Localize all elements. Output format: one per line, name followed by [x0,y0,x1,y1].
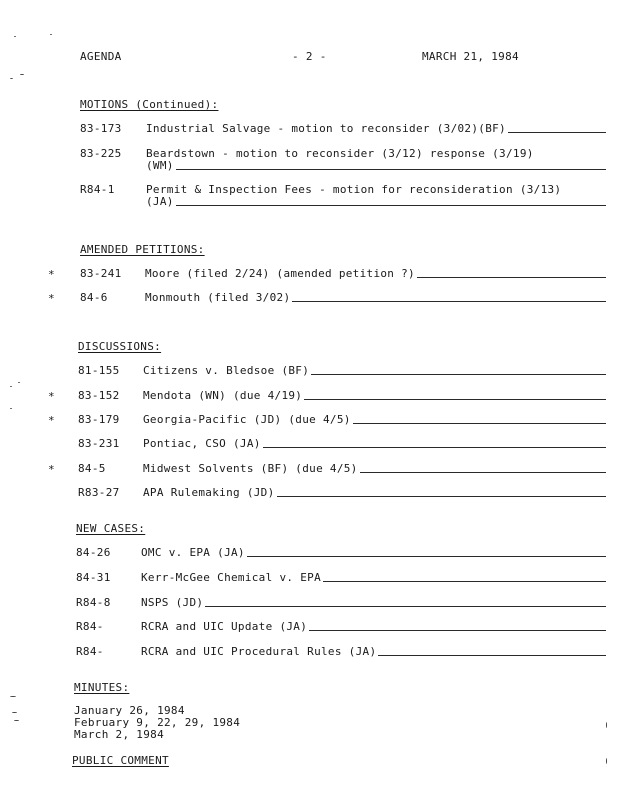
case-description: Beardstown - motion to reconsider (3/12) response (3/19) [146,147,534,160]
case-description: OMC v. EPA (JA) [141,546,245,559]
priority-asterisk: * [48,463,55,476]
fill-line [205,605,606,607]
scan-speck [18,382,20,383]
case-number: R84-1 [80,183,115,196]
fill-line [309,629,606,631]
case-description: Midwest Solvents (BF) (due 4/5) [143,462,358,475]
discussion-row [0,389,618,405]
case-description: Mendota (WN) (due 4/19) [143,389,303,402]
case-description: Moore (filed 2/24) (amended petition ?) [145,267,415,280]
case-description: Citizens v. Bledsoe (BF) [143,364,310,377]
new-case-row [0,546,618,562]
discussion-row [0,437,618,453]
scan-speck [10,386,12,387]
case-number: 83-179 [78,413,120,426]
minutes-date: March 2, 1984 [74,728,164,741]
case-description: Industrial Salvage - motion to reconsider (3/02)(BF) [146,122,506,135]
priority-asterisk: * [48,268,55,281]
header-date: MARCH 21, 1984 [422,50,519,63]
scan-speck [50,34,52,35]
petition-row [0,291,618,307]
case-description-continued: (WM) [146,159,174,172]
case-description: Permit & Inspection Fees - motion for reconsideration (3/13) [146,183,562,196]
section-title-motions: MOTIONS (Continued): [80,98,219,111]
case-number: 83-241 [80,267,122,280]
case-number: 84-5 [78,462,106,475]
scan-speck [12,712,17,713]
case-number: R83-27 [78,486,120,499]
header-agenda: AGENDA [80,50,122,63]
case-description: RCRA and UIC Procedural Rules (JA) [141,645,377,658]
priority-asterisk: * [48,414,55,427]
case-description: Pontiac, CSO (JA) [143,437,261,450]
fill-line [360,471,606,473]
new-case-row [0,645,618,661]
scan-speck [606,758,607,764]
fill-line [263,446,606,448]
section-title-amended-petitions: AMENDED PETITIONS: [80,243,205,256]
scan-speck [606,722,607,728]
scan-speck [10,408,12,409]
motion-row-continuation [146,159,606,172]
fill-line [508,131,606,133]
new-case-row [0,571,618,587]
motion-row [0,122,618,138]
case-number: 81-155 [78,364,120,377]
case-description: Georgia-Pacific (JD) (due 4/5) [143,413,351,426]
section-title-minutes: MINUTES: [74,681,130,694]
case-number: 84-6 [80,291,108,304]
case-number: 83-152 [78,389,120,402]
scan-speck [14,36,16,37]
new-case-row [0,620,618,636]
fill-line [247,555,606,557]
case-description: RCRA and UIC Update (JA) [141,620,308,633]
fill-line [277,495,606,497]
scan-speck [14,720,19,721]
fill-line [176,204,606,206]
case-number: 84-26 [76,546,111,559]
motion-row-continuation [146,195,606,208]
case-description: Monmouth (filed 3/02) [145,291,291,304]
new-case-row [0,596,618,612]
fill-line [378,654,606,656]
fill-line [304,398,606,400]
scan-speck [20,74,24,75]
fill-line [323,580,606,582]
priority-asterisk: * [48,390,55,403]
case-number: 83-231 [78,437,120,450]
case-number: 84-31 [76,571,111,584]
fill-line [292,300,606,302]
case-description: NSPS (JD) [141,596,204,609]
fill-line [417,276,606,278]
minutes-date: February 9, 22, 29, 1984 [74,716,241,729]
case-description: APA Rulemaking (JD) [143,486,275,499]
scan-speck [10,78,13,79]
header-page-number: - 2 - [292,50,327,63]
fill-line [311,373,606,375]
case-description-continued: (JA) [146,195,174,208]
minutes-date: January 26, 1984 [74,704,185,717]
discussion-row [0,462,618,478]
case-number: 83-173 [80,122,122,135]
section-title-public-comment: PUBLIC COMMENT [72,754,169,767]
case-number: R84-8 [76,596,111,609]
case-number: 83-225 [80,147,122,160]
fill-line [176,168,606,170]
section-title-discussions: DISCUSSIONS: [78,340,162,353]
scan-speck [10,696,16,697]
case-number: R84- [76,620,104,633]
priority-asterisk: * [48,292,55,305]
fill-line [353,422,606,424]
case-number: R84- [76,645,104,658]
petition-row [0,267,618,283]
discussion-row [0,486,618,502]
discussion-row [0,413,618,429]
case-description: Kerr-McGee Chemical v. EPA [141,571,321,584]
discussion-row [0,364,618,380]
section-title-new-cases: NEW CASES: [76,522,146,535]
